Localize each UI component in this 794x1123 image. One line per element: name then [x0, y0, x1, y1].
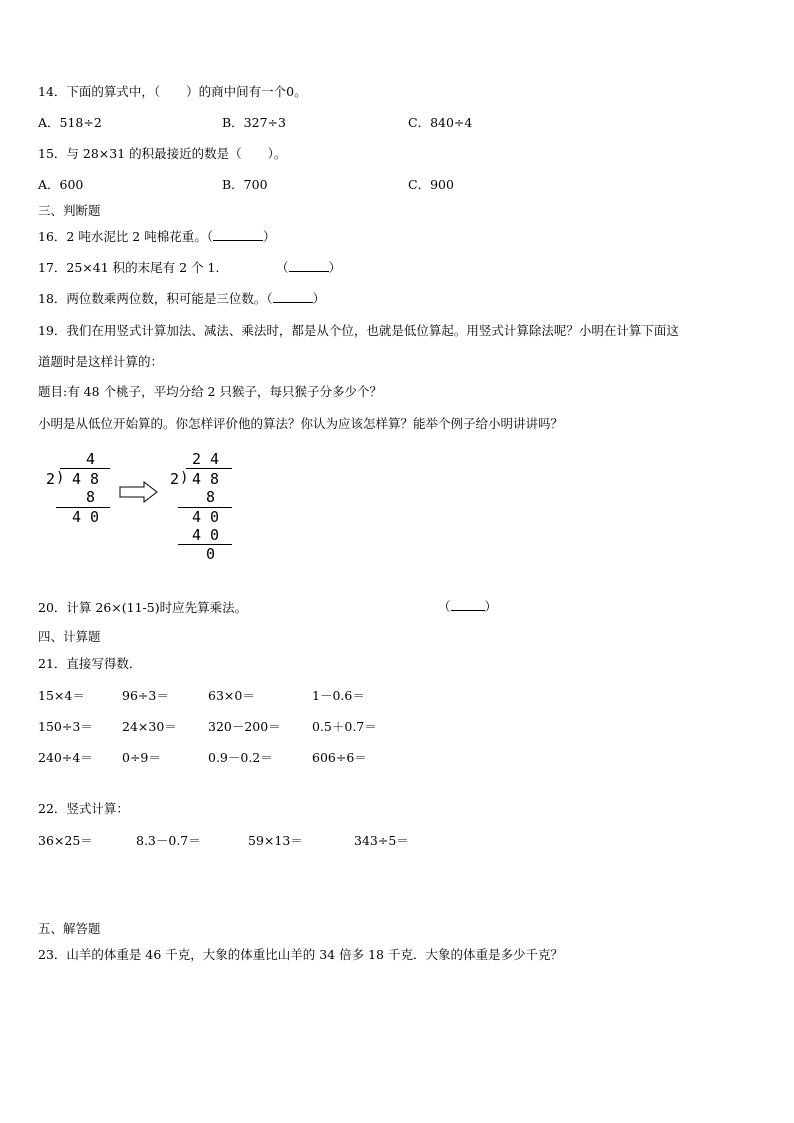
q16-answer-blank[interactable]: [213, 229, 263, 241]
right-division-bar: [186, 468, 232, 469]
question-16: [38, 229, 276, 245]
question-20: [38, 597, 247, 618]
q20-text: 20．计算 26×(11-5)时应先算乘法。: [38, 600, 248, 615]
q15-option-b: B．700: [222, 177, 268, 192]
q22-item: 36×25＝: [38, 833, 93, 848]
q22-item: 8.3－0.7＝: [136, 833, 201, 848]
left-quotient: 4: [86, 450, 96, 468]
section-4-heading: 四、计算题: [38, 629, 101, 644]
q19-line-1: 19．我们在用竖式计算加法、减法、乘法时，都是从个位，也就是低位算起。用竖式计算除法呢？小明在计算下面这: [38, 323, 679, 338]
right-subtract-2: 4 0: [192, 526, 220, 544]
q18-answer-blank[interactable]: [273, 291, 313, 303]
q17-close-paren: ）: [328, 260, 342, 275]
q15-suffix: ）。: [267, 146, 287, 161]
q14-prefix: 14．下面的算式中，（: [38, 84, 161, 99]
q17-answer-blank[interactable]: [289, 260, 329, 272]
q19-line-3: 题目:有 48 个桃子，平均分给 2 只猴子，每只猴子分多少个？: [38, 384, 382, 399]
right-division-bracket: ): [180, 470, 189, 486]
right-quotient: 2 4: [192, 450, 220, 468]
question-17: [38, 260, 228, 276]
right-subtract-line-2: [178, 544, 232, 545]
q21-item: 96÷3＝: [122, 688, 169, 703]
q16-text: 16．2 吨水泥比 2 吨棉花重。（: [38, 229, 213, 244]
q16-close-paren: ）: [262, 229, 276, 244]
q21-item: 0÷9＝: [122, 750, 161, 765]
q17-answer: [276, 260, 341, 276]
q21-item: 63×0＝: [208, 688, 255, 703]
q14-option-b: B．327÷3: [222, 115, 286, 130]
question-23: 23．山羊的体重是 46 千克，大象的体重比山羊的 34 倍多 18 千克．大象的体重是多少千克？: [38, 947, 563, 962]
left-division-bar: [60, 468, 110, 469]
q21-item: 0.5＋0.7＝: [312, 719, 377, 734]
q19-line-4: 小明是从低位开始算的。你怎样评价他的算法？你认为应该怎样算？能举个例子给小明讲讲吗？: [38, 416, 564, 431]
left-dividend: 4 8: [72, 470, 100, 488]
q22-item: 343÷5＝: [354, 833, 409, 848]
q20-open-paren: （: [438, 599, 451, 614]
q20-close-paren: ）: [484, 599, 498, 614]
arrow-right-icon: [119, 481, 159, 503]
question-18: [38, 291, 325, 307]
q19-line-2: 道题时是这样计算的：: [38, 354, 164, 369]
q21-title: 21．直接写得数．: [38, 656, 142, 671]
q21-item: 15×4＝: [38, 688, 85, 703]
q15-prefix: 15．与 28×31 的积最接近的数是（: [38, 146, 242, 161]
right-remainder: 0: [206, 545, 216, 563]
q21-item: 1－0.6＝: [312, 688, 365, 703]
right-step-2: 4 0: [192, 508, 220, 526]
q14-option-a: A．518÷2: [38, 115, 102, 130]
q17-open-paren: （: [276, 260, 289, 275]
q21-item: 606÷6＝: [312, 750, 367, 765]
q18-text: 18．两位数乘两位数，积可能是三位数。（: [38, 291, 273, 306]
q21-item: 320－200＝: [208, 719, 281, 734]
section-3-heading: 三、判断题: [38, 203, 101, 218]
long-division-left: [40, 450, 120, 530]
left-divisor: 2: [46, 470, 56, 488]
question-15: [38, 146, 286, 162]
right-divisor: 2: [170, 470, 180, 488]
long-division-right: [166, 450, 246, 565]
left-subtract-1: 8: [86, 488, 96, 506]
q22-item: 59×13＝: [248, 833, 303, 848]
right-dividend: 4 8: [192, 470, 220, 488]
q18-close-paren: ）: [312, 291, 326, 306]
left-remainder: 4 0: [72, 508, 100, 526]
q22-title: 22．竖式计算：: [38, 801, 129, 816]
q20-answer-blank[interactable]: [451, 599, 485, 611]
q14-option-c: C．840÷4: [408, 115, 473, 130]
q15-option-c: C．900: [408, 177, 454, 192]
q21-item: 150÷3＝: [38, 719, 93, 734]
q20-answer: [438, 599, 497, 615]
q21-item: 24×30＝: [122, 719, 177, 734]
left-division-bracket: ): [56, 470, 65, 486]
q15-option-a: A．600: [38, 177, 84, 192]
question-14: [38, 84, 307, 100]
q14-suffix: ）的商中间有一个0。: [186, 84, 307, 99]
q21-item: 0.9－0.2＝: [208, 750, 273, 765]
q17-text: 17．25×41 积的末尾有 2 个 1．: [38, 260, 228, 275]
right-subtract-1: 8: [206, 488, 216, 506]
section-5-heading: 五、解答题: [38, 921, 101, 936]
q21-item: 240÷4＝: [38, 750, 93, 765]
